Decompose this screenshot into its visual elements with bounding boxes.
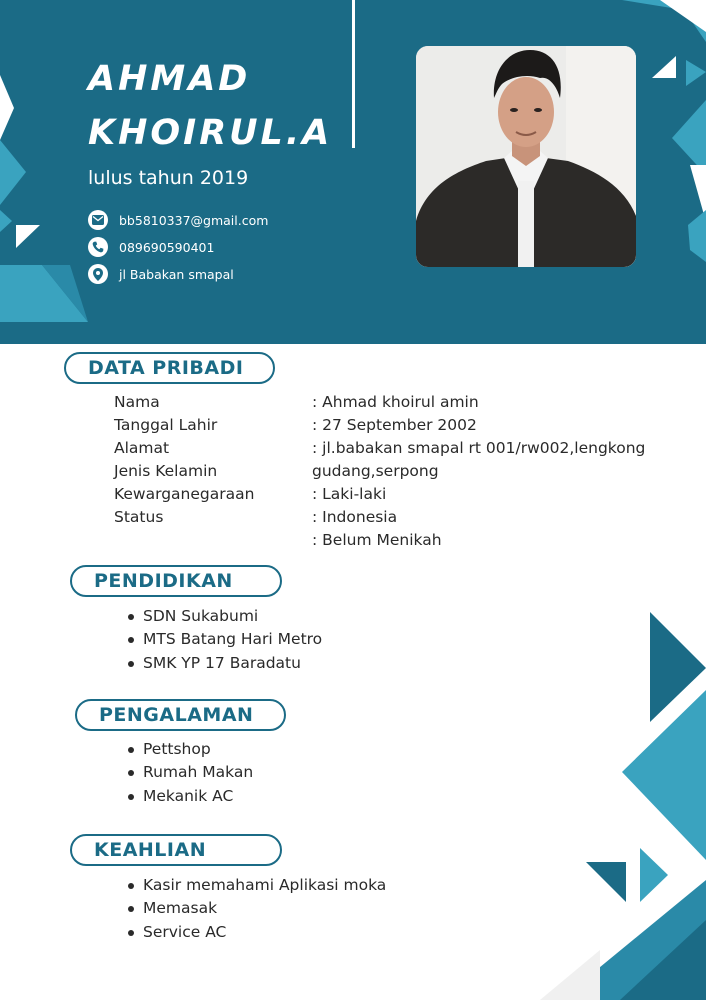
section-title-pendidikan: PENDIDIKAN — [70, 565, 282, 597]
value-kewarganegaraan: : Indonesia — [312, 508, 398, 526]
value-alamat-line1: : jl.babakan smapal rt 001/rw002,lengkong — [312, 439, 646, 457]
pendidikan-list — [128, 605, 322, 675]
person-name — [88, 52, 348, 160]
label-nama: Nama — [114, 393, 160, 411]
name-line-1: AHMAD — [88, 59, 251, 99]
contact-address-text: jl Babakan smapal — [119, 266, 234, 282]
keahlian-list — [128, 874, 386, 944]
list-item: Service AC — [128, 921, 386, 944]
label-alamat: Alamat — [114, 439, 170, 457]
contact-phone-text: 089690590401 — [119, 239, 215, 255]
value-jenis-kelamin: : Laki-laki — [312, 485, 387, 503]
label-jenis-kelamin: Jenis Kelamin — [114, 462, 218, 480]
value-alamat-line2: gudang,serpong — [312, 462, 439, 480]
list-item: SMK YP 17 Baradatu — [128, 652, 322, 675]
section-title-keahlian: KEAHLIAN — [70, 834, 282, 866]
header-banner — [0, 0, 706, 344]
contact-email-text: bb5810337@gmail.com — [119, 212, 269, 228]
list-item: Kasir memahami Aplikasi moka — [128, 874, 386, 897]
graduation-text: lulus tahun 2019 — [88, 167, 249, 189]
name-line-2: KHOIRUL.A — [88, 113, 333, 153]
list-item: Memasak — [128, 897, 386, 920]
label-status: Status — [114, 508, 164, 526]
phone-icon — [88, 237, 108, 257]
label-tanggal-lahir: Tanggal Lahir — [114, 416, 218, 434]
label-kewarganegaraan: Kewarganegaraan — [114, 485, 255, 503]
contact-address — [88, 264, 234, 284]
value-status: : Belum Menikah — [312, 531, 442, 549]
value-nama: : Ahmad khoirul amin — [312, 393, 479, 411]
list-item: Mekanik AC — [128, 785, 253, 808]
pengalaman-list — [128, 738, 253, 808]
contact-phone — [88, 237, 214, 257]
location-pin-icon — [88, 264, 108, 284]
list-item: Rumah Makan — [128, 761, 253, 784]
list-item: SDN Sukabumi — [128, 605, 322, 628]
mail-icon — [88, 210, 108, 230]
section-title-data-pribadi: DATA PRIBADI — [64, 352, 275, 384]
section-title-pengalaman: PENGALAMAN — [75, 699, 286, 731]
contact-email — [88, 210, 268, 230]
header-divider — [352, 0, 355, 148]
list-item: Pettshop — [128, 738, 253, 761]
list-item: MTS Batang Hari Metro — [128, 628, 322, 651]
value-tanggal-lahir: : 27 September 2002 — [312, 416, 477, 434]
profile-photo — [416, 46, 636, 267]
